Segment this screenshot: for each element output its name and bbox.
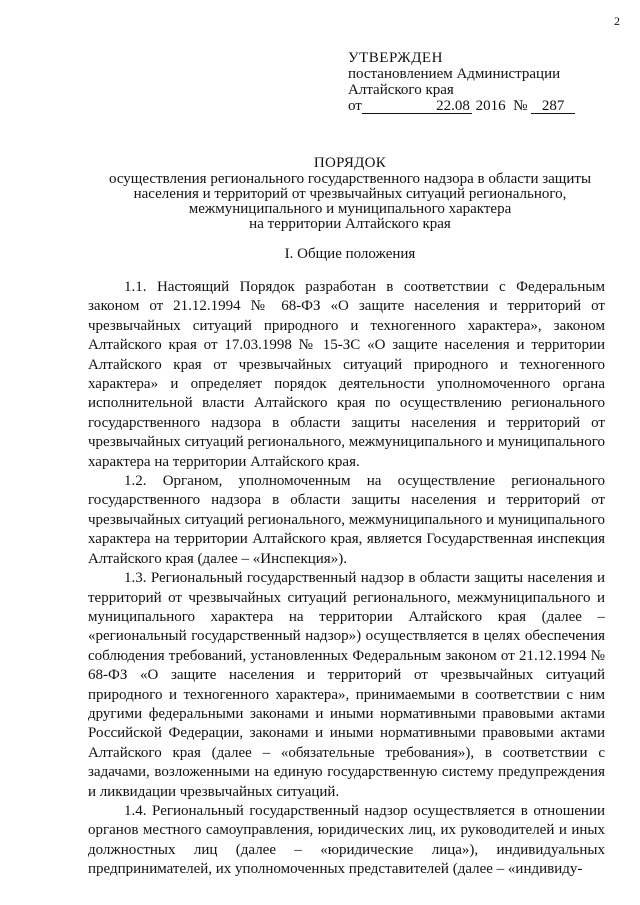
document-heading — [60, 156, 640, 232]
approval-date: 22.08 — [362, 99, 472, 114]
document-title: ПОРЯДОК — [313, 155, 387, 171]
document-subtitle-line-1: осуществления регионального государственного надзора в области защиты — [108, 171, 592, 187]
approval-date-line — [348, 98, 575, 114]
paragraph-1-4: 1.4. Региональный государственный надзор осуществляется в отношении органов местного самоуправления, юридических лиц, их руководителей и иных должностных лиц (далее – «юридические лица»), индивидуальных предпринимателей, их уполномоченных представителей (далее – «индивиду- — [88, 802, 605, 878]
document-subtitle-line-3: межмуниципального и муниципального характера — [188, 201, 512, 217]
page-number: 2 — [614, 14, 620, 28]
document-subtitle-line-4: на территории Алтайского края — [249, 216, 451, 232]
approval-year: 2016 — [475, 98, 506, 114]
number-prefix: № — [513, 98, 528, 114]
approval-title: УТВЕРЖДЕН — [348, 50, 443, 66]
date-prefix: от — [348, 98, 362, 114]
document-body — [88, 278, 605, 880]
approval-number: 287 — [531, 99, 575, 114]
approval-line-2: Алтайского края — [348, 82, 454, 98]
approval-block — [348, 50, 575, 114]
section-title: I. Общие положения — [284, 246, 416, 262]
paragraph-1-3: 1.3. Региональный государственный надзор в области защиты населения и территорий от чрезвычайных ситуаций регионального, межмуниципального и муниципального характера на территории Алтайского края (далее – «региональный государственный надзор») осуществляется в целях обеспечения соблюдения требований, установленных Федеральным законом от 21.12.1994 № 68-ФЗ «О защите населения и территорий от чрезвычайных ситуаций природного и техногенного характера», принимаемыми в соответствии с ним другими федеральными законами и иными нормативными правовыми актами Российской Федерации, законами и иными нормативными правовыми актами Алтайского края (далее – «обязательные требования»), в соответствии с задачами, возложенными на единую государственную систему предупреждения и ликвидации чрезвычайных ситуаций. — [88, 570, 605, 800]
document-subtitle-line-2: населения и территорий от чрезвычайных ситуаций регионального, — [133, 186, 567, 202]
approval-line-1: постановлением Администрации — [348, 66, 561, 82]
paragraph-1-1: 1.1. Настоящий Порядок разработан в соответствии с Федеральным законом от 21.12.1994 № 68-ФЗ «О защите населения и территорий от чрезвычайных ситуаций природного и техногенного характера», законом Алтайского края от 17.03.1998 № 15-ЗС «О защите населения и территории Алтайского края от чрезвычайных ситуаций природного и техногенного характера» и определяет порядок деятельности уполномоченного органа исполнительной власти Алтайского края по осуществлению регионального государственного надзора в области защиты населения и территорий от чрезвычайных ситуаций регионального, межмуниципального и муниципального характера на территории Алтайского края. — [88, 279, 605, 470]
paragraph-1-2: 1.2. Органом, уполномоченным на осуществление регионального государственного надзора в области защиты населения и территорий от чрезвычайных ситуаций регионального, межмуниципального и муниципального характера на территории Алтайского края, является Государственная инспекция Алтайского края (далее – «Инспекция»). — [88, 473, 605, 567]
